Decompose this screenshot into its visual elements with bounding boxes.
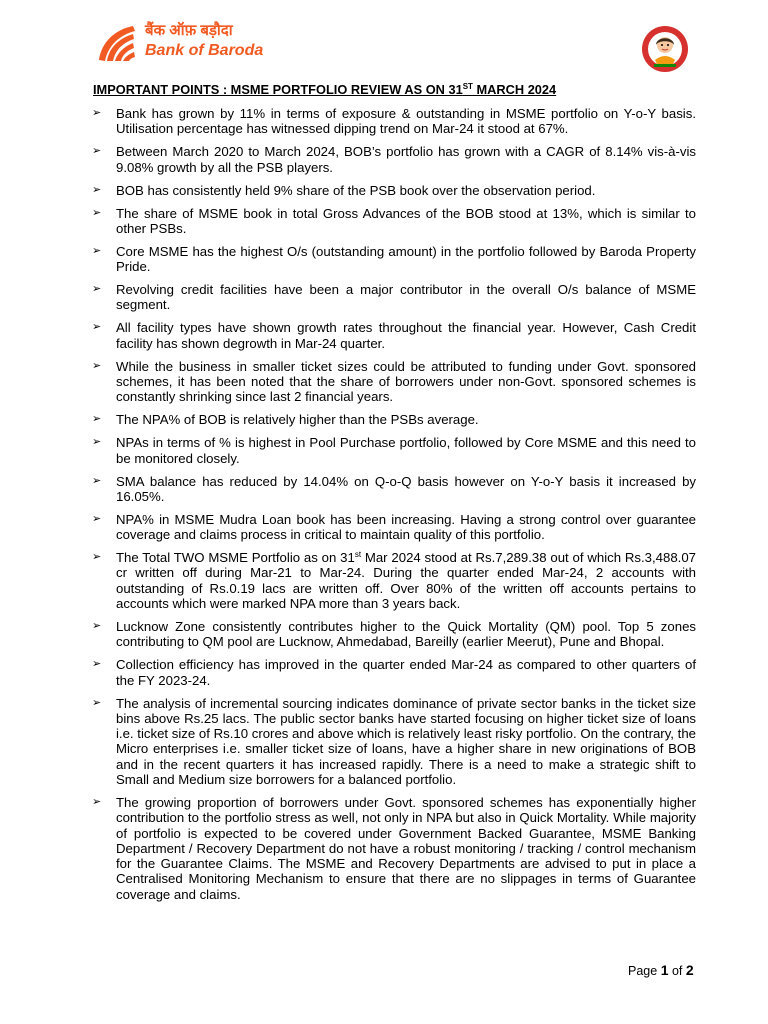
point-text-end: Mar 2024 stood at Rs.7,289.38 out of which Rs.3,488.07 cr written off during Mar-21 to Mar-24. During the quarter ended Mar-24, 2 accounts with outstanding of Rs.0.19 lacs are written off. Over 80% of the written off accounts pertains to accounts which were marked NPA more than 3 years back. xyxy=(116,550,697,611)
point-item xyxy=(92,244,696,275)
point-item xyxy=(92,359,696,405)
point-item xyxy=(92,206,696,237)
arrow-bullet-icon: ➢ xyxy=(92,145,102,158)
point-item xyxy=(92,412,696,427)
arrow-bullet-icon: ➢ xyxy=(92,413,102,426)
point-item xyxy=(92,795,696,902)
point-item xyxy=(92,183,696,198)
heading-text-end: MARCH 2024 xyxy=(472,82,557,97)
total-pages: 2 xyxy=(685,962,694,978)
point-item xyxy=(92,619,696,650)
point-item xyxy=(92,144,696,175)
arrow-bullet-icon: ➢ xyxy=(92,183,102,196)
arrow-bullet-icon: ➢ xyxy=(92,244,102,257)
point-text: NPA% in MSME Mudra Loan book has been increasing. Having a strong control over guarantee coverage and claims process in critical to maintain quality of this portfolio. xyxy=(116,511,696,543)
point-item xyxy=(92,696,696,788)
point-text: SMA balance has reduced by 14.04% on Q-o-Q basis however on Y-o-Y basis it increased by 16.05%. xyxy=(116,473,696,504)
point-item xyxy=(92,282,696,313)
point-item xyxy=(92,474,696,505)
point-superscript: st xyxy=(354,550,362,560)
point-item xyxy=(92,435,696,466)
document-heading xyxy=(93,82,556,97)
point-text: Bank has grown by 11% in terms of exposure & outstanding in MSME portfolio on Y-o-Y basis. Utilisation percentage has witnessed dipping trend on Mar-24 it stood at 67%. xyxy=(116,106,696,137)
point-item xyxy=(92,320,696,351)
arrow-bullet-icon: ➢ xyxy=(92,206,102,219)
page-number xyxy=(628,962,694,978)
arrow-bullet-icon: ➢ xyxy=(92,795,102,808)
point-item xyxy=(92,550,696,611)
point-item xyxy=(92,657,696,688)
arrow-bullet-icon: ➢ xyxy=(92,107,102,119)
point-text: BOB has consistently held 9% share of the PSB book over the observation period. xyxy=(116,182,596,198)
key-points-list xyxy=(92,106,696,910)
point-text: The analysis of incremental sourcing indicates dominance of private sector banks in the ticket size bins above Rs.25 lacs. The public sector banks have started focusing on higher ticket size of loans i.e. ticket size of Rs.10 crores and above which is relatively least risky portfolio. On the contrary, the Micro enterprises i.e. smaller ticket size of loans, have a higher share in new originations of BOB and in the recent quarters it has increased rapidly. There is a need to make a strategic shift to Small and Medium size borrowers for a balanced portfolio. xyxy=(116,695,696,787)
point-text: The growing proportion of borrowers under Govt. sponsored schemes has exponentially higher contribution to the portfolio stress as well, not only in NPA but also in Quick Mortality. While majority of portfolio is expected to be covered under Government Backed Guarantee, MSME Banking Department / Recovery Department do not have a robust monitoring / tracking / control mechanism for the Guarantee Claims. The MSME and Recovery Departments are advised to put in place a Centralised Monitoring Mechanism to ensure that there are no slippages in terms of Guarantee coverage and claims. xyxy=(116,794,696,902)
arrow-bullet-icon: ➢ xyxy=(92,696,102,709)
arrow-bullet-icon: ➢ xyxy=(92,436,102,449)
page-label: Page xyxy=(628,964,658,978)
arrow-bullet-icon: ➢ xyxy=(92,512,102,525)
bank-name-hindi: बैंक ऑफ़ बड़ौदा xyxy=(145,22,233,39)
point-item xyxy=(92,106,696,137)
current-page: 1 xyxy=(660,962,669,978)
point-text: The Total TWO MSME Portfolio as on 31 xyxy=(116,550,355,566)
azadi-emblem-icon xyxy=(640,24,690,74)
point-text: Revolving credit facilities have been a major contributor in the overall O/s balance of MSME segment. xyxy=(116,282,696,313)
arrow-bullet-icon: ➢ xyxy=(92,551,102,564)
point-text: The share of MSME book in total Gross Advances of the BOB stood at 13%, which is similar to other PSBs. xyxy=(116,205,696,236)
point-text: Core MSME has the highest O/s (outstanding amount) in the portfolio followed by Baroda Property Pride. xyxy=(116,243,696,275)
point-text: Lucknow Zone consistently contributes higher to the Quick Mortality (QM) pool. Top 5 zones contributing to QM pool are Lucknow, Ahmedabad, Bareilly (earlier Meerut), Pune and Bhopal. xyxy=(116,618,696,650)
point-text: Collection efficiency has improved in the quarter ended Mar-24 as compared to other quarters of the FY 2023-24. xyxy=(116,657,696,688)
of-label: of xyxy=(671,964,683,978)
heading-text: IMPORTANT POINTS : MSME PORTFOLIO REVIEW AS ON 31 xyxy=(93,82,463,97)
point-text: NPAs in terms of % is highest in Pool Purchase portfolio, followed by Core MSME and this need to be monitored closely. xyxy=(116,435,696,466)
point-text: All facility types have shown growth rates throughout the financial year. However, Cash Credit facility has shown degrowth in Mar-24 quarter. xyxy=(116,320,696,351)
bank-name: Bank of Baroda xyxy=(145,42,264,59)
arrow-bullet-icon: ➢ xyxy=(92,283,102,296)
point-item xyxy=(92,512,696,543)
baroda-sun-logo-icon xyxy=(95,24,139,64)
arrow-bullet-icon: ➢ xyxy=(92,619,102,632)
heading-superscript: ST xyxy=(462,82,473,91)
arrow-bullet-icon: ➢ xyxy=(92,658,102,671)
arrow-bullet-icon: ➢ xyxy=(92,474,102,487)
point-text: While the business in smaller ticket sizes could be attributed to funding under Govt. sponsored schemes, it has been noted that the share of borrowers under non-Govt. sponsored schemes is constantly shrinking since last 2 financial years. xyxy=(116,358,696,405)
arrow-bullet-icon: ➢ xyxy=(92,321,102,334)
arrow-bullet-icon: ➢ xyxy=(92,359,102,372)
point-text: The NPA% of BOB is relatively higher than the PSBs average. xyxy=(116,412,479,428)
point-text: Between March 2020 to March 2024, BOB’s portfolio has grown with a CAGR of 8.14% vis-à-vis 9.08% growth by all the PSB players. xyxy=(116,144,696,175)
